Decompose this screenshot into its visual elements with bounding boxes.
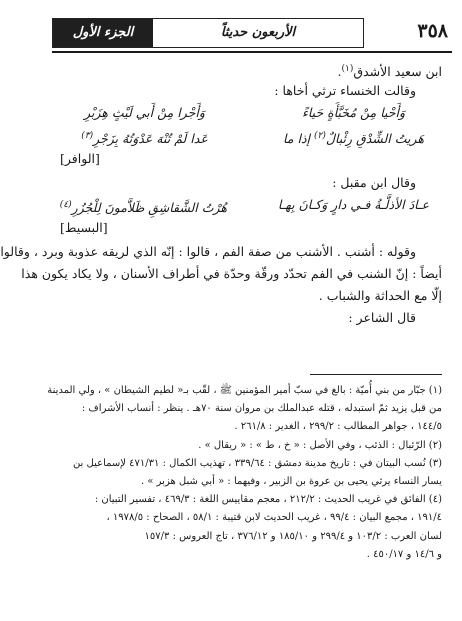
text-line: قال الشاعر : [348,310,416,325]
text-fragment: هَريتُ الشِّدْقِ رِئْبالٌ [325,131,424,147]
text-line: وقالت الخنساء ترثي أخاها : [274,83,416,98]
verse-second-hemistich [62,125,227,150]
footnote-line: من قبل يزيد ثمّ استبدله ، قتله عبدالملك بن مروان سنة ٧٠هـ . ينظر : أنساب الأشراف : [81,403,442,415]
book-title: الأربعون حديثاً [220,25,296,40]
paragraph-line: وقوله : أشنب . الأشنب من صفة الفم ، قالوا : إنّه الذي لريقه عذوبة وبرد ، وقالوا [0,244,416,259]
verse-second-hemistich: وَأَجْرا مِنْ أَبي لَيْثٍ هِزَبْرِ [84,105,205,120]
footnote-line: و ١٤/٦ و ٤٥٠/١٧ . [366,548,442,560]
paragraph-line: إلّا مع الحداثة والشباب . [318,288,442,303]
verse-second-hemistich [59,194,227,219]
footnote-divider [310,374,442,375]
footnote-line: (١) جبّار من بني أُميّة : بالغ في سبّ أمير المؤمنين ﷺ ، لقّب بـ« لطيم الشيطان » ، ولي المدينة [47,385,442,396]
verse-first-hemistich: عـادَ الأذلَّـةُ فـي دارٍ وَكـانَ بِهـا [277,197,430,212]
verse-first-hemistich [271,125,436,150]
footnote-ref: (١) [341,64,354,74]
paragraph-line: أيضاً : إنّ الشنب في الفم تحدّد ورقّة وحدّة في أطراف الأسنان ، ولا يكاد يكون هذا [21,266,442,281]
page-header [50,8,452,54]
text-fragment: عَدا لَمْ تُنْهَ عَدْوَتُهُ بِزَجْرِ [93,131,208,147]
section-title: الجزء الأول [53,19,153,47]
text-fragment: . [337,64,342,80]
text-fragment: إذا ما [283,131,311,147]
verse-first-hemistich: وَأَحْيا مِنْ مُخَبَّأَةٍ حَياءً [301,105,406,120]
footnotes [47,382,442,564]
text-fragment: ابن سعيد الأشدق [353,64,442,80]
meter-label: [الوافر] [60,151,100,166]
meter-label: [البسيط] [60,220,108,235]
footnote-line: (٤) الفائق في غريب الحديث : ٢١٢/٢ ، معجم مقاييس اللغة : ٤٦٩/٣ ، تفسير التبيان : [94,494,442,506]
poem-verse [56,125,442,148]
running-title [52,18,364,48]
text-line: وقال ابن مقبل : [332,175,416,190]
footnote-line: ١٤٤/٥ ، جواهر المطالب : ٢٩٩/٢ ، الغدير : ٢٦١/٨ . [234,421,442,433]
footnote-line: (٢) الرّئبال : الذئب ، وفي الأصل : « خ ، ط » : « ريقال » . [198,439,442,451]
page-number: ٣٥٨ [417,20,448,42]
footnote-line: يسار النساء يرثي يحيى بن عروة بن الزبير ، وفيهما : « أبي شبل هزبر » . [140,475,442,487]
footnote-line: ١٩١/٤ ، مجمع البيان : ٩٩/٤ ، غريب الحديث لابن قتيبة : ٥٨/١ ، الصحاح : ١٩٧٨/٥ ، [106,512,442,524]
poem-verse [56,102,442,125]
footnote-line: (٣) نُسب البيتان في : تاريخ مدينة دمشق : ٣٣٩/٦٤ ، تهذيب الكمال : ٤٧١/٣١ لإسماعيل بن [72,457,442,469]
footnote-ref: (٤) [59,200,72,210]
poem-verse [56,194,442,217]
footnote-ref: (٢) [314,131,326,141]
main-text [0,58,442,329]
text-fragment: هُرْتُ الشَّقاشِقِ ظَلاَّمونَ لِلْجُزُرِ [71,200,227,216]
header-divider [52,51,452,53]
footnote-ref: (٣) [81,131,94,141]
footnote-line: لسان العرب : ١٠٣/٢ و ٢٩٩/٤ و ١٨٥/١٠ و ٣٧٦/١٢ ، تاج العروس : ١٥٧/٣ [144,530,442,542]
text-line [56,58,442,80]
